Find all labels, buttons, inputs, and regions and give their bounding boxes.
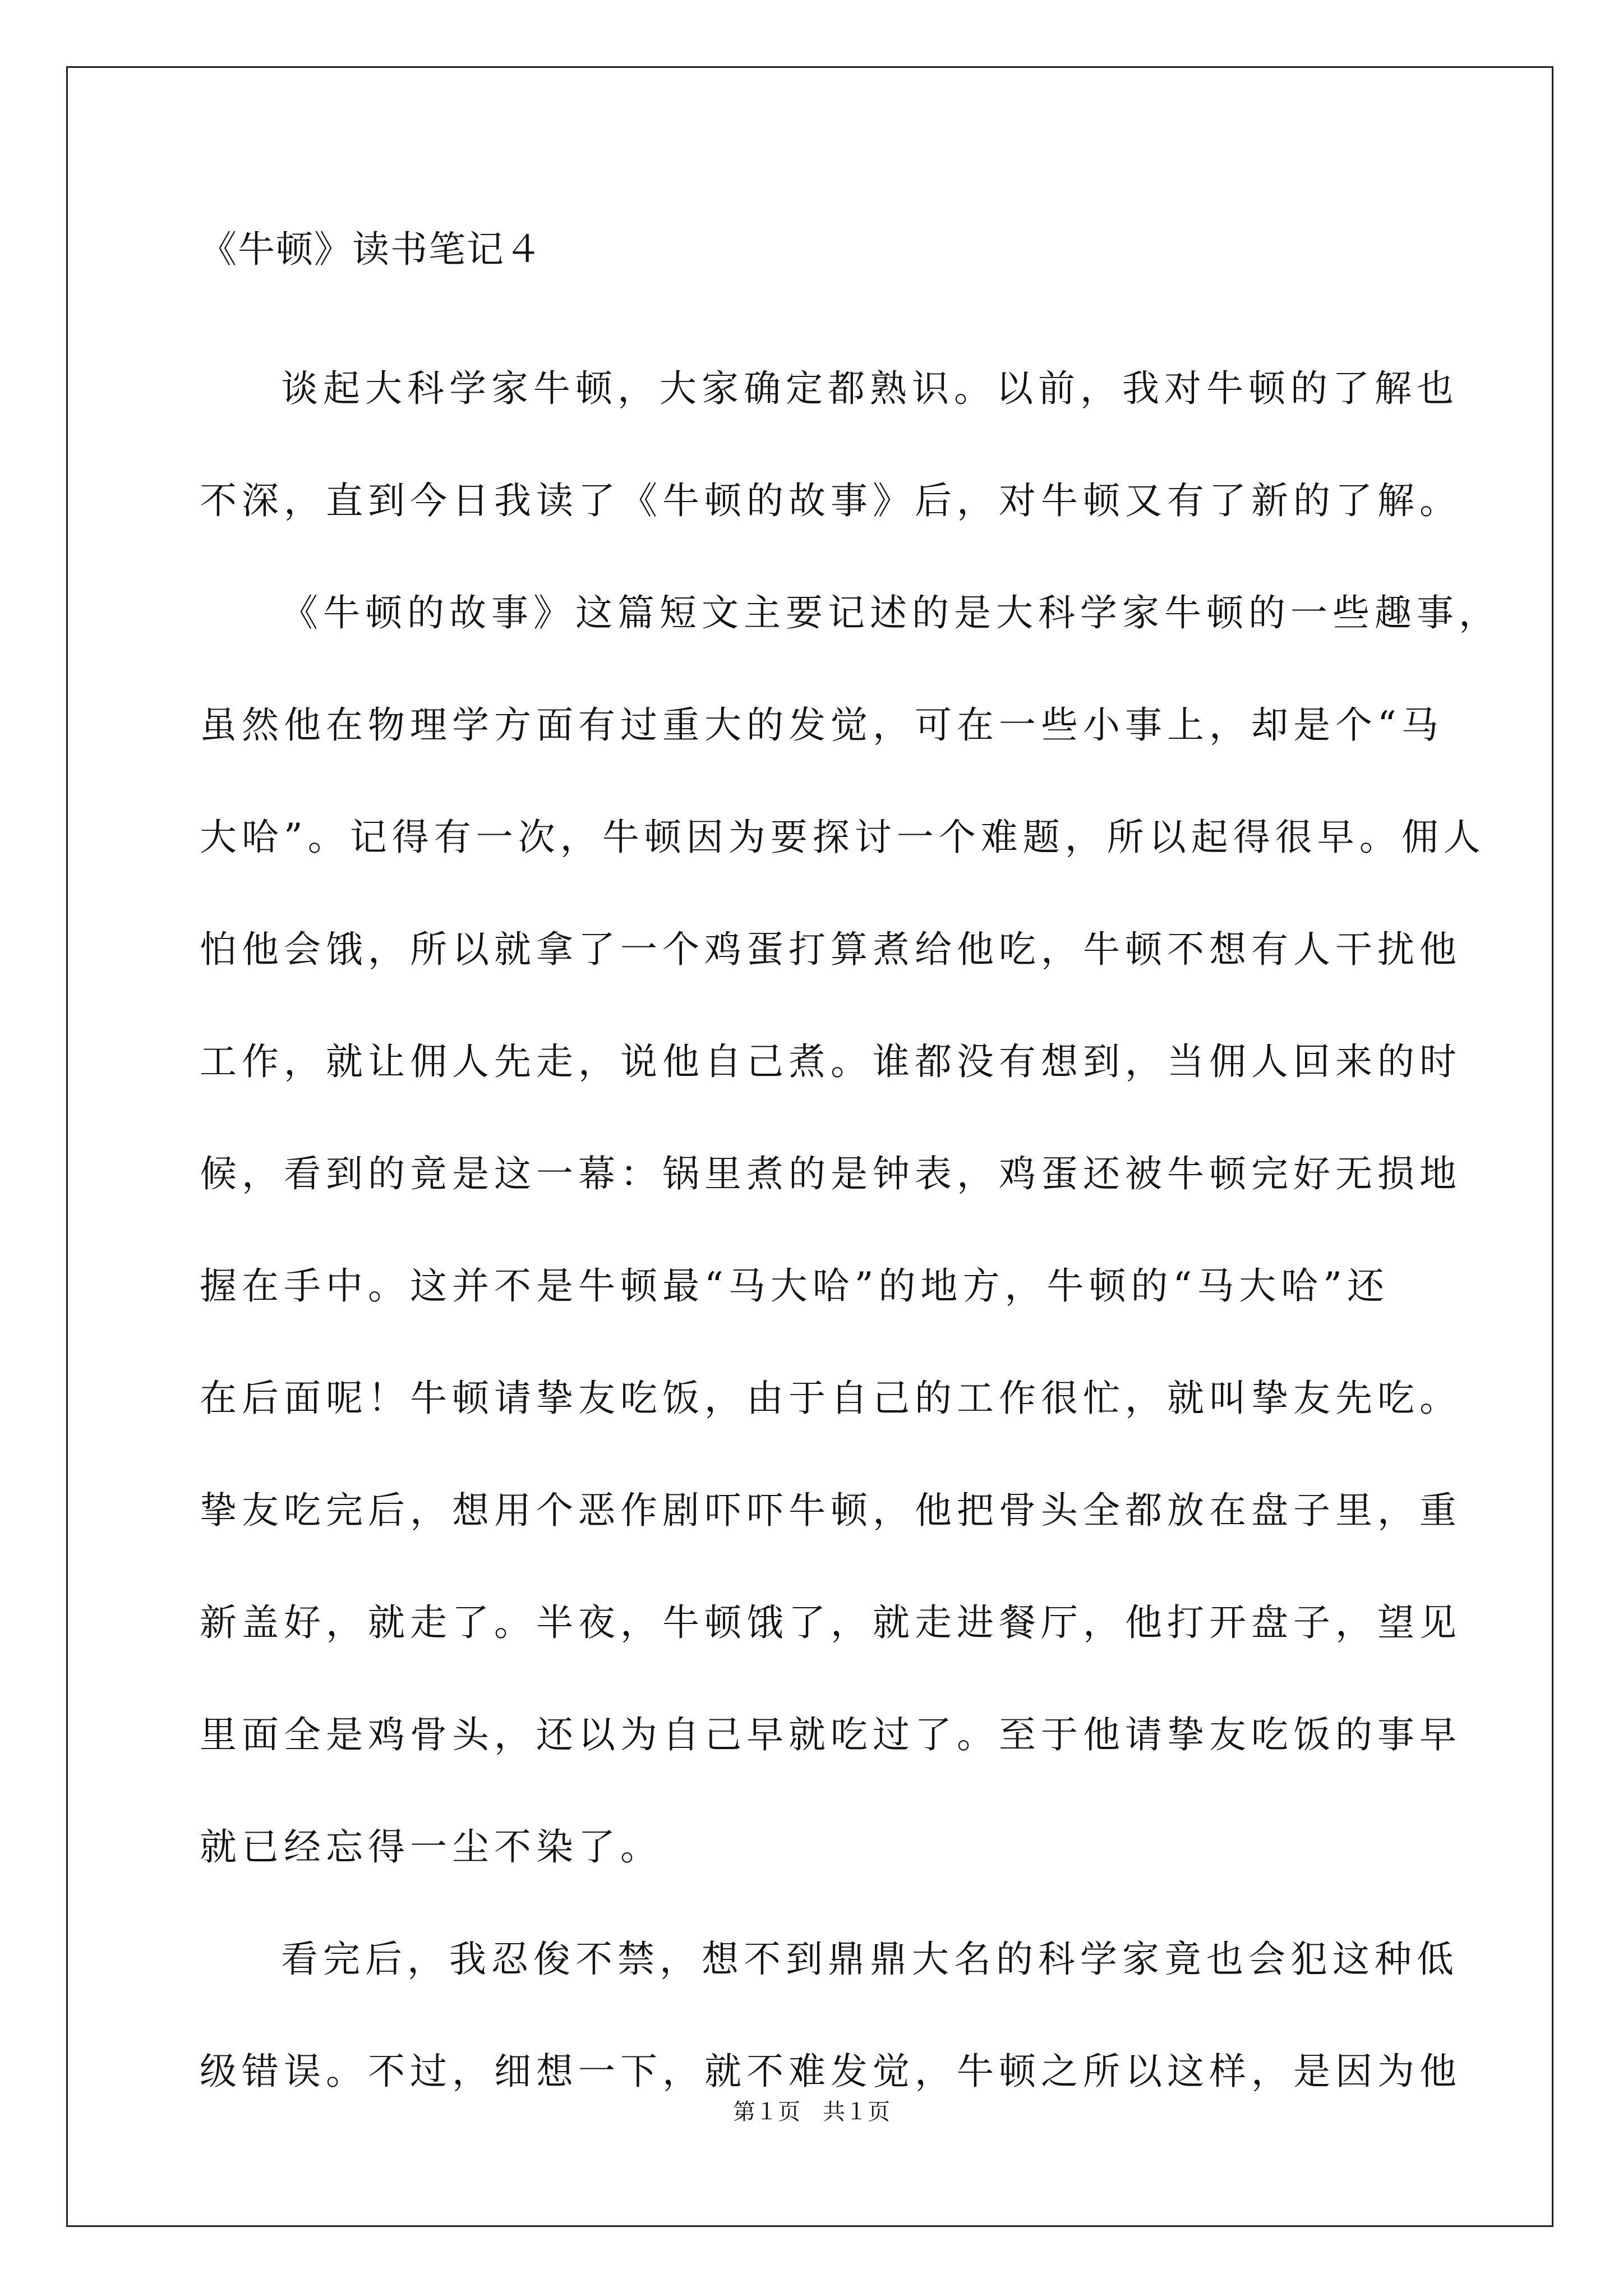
paragraph-2-line-10: 新盖好，就走了。半夜，牛顿饿了，就走进餐厅，他打开盘子，望见 [200,1601,1461,1644]
paragraph-3-line-2: 级错误。不过，细想一下，就不难发觉，牛顿之所以这样，是因为他 [200,2050,1461,2093]
paragraph-2-line-8: 在后面呢！牛顿请挚友吃饭，由于自己的工作很忙，就叫挚友先吃。 [200,1377,1461,1420]
paragraph-3-line-1: 看完后，我忍俊不禁，想不到鼎鼎大名的科学家竟也会犯这种低 [281,1938,1459,1981]
paragraph-2-line-7: 握在手中。这并不是牛顿最“马大哈”的地方，牛顿的“马大哈”还 [200,1264,1389,1308]
paragraph-2-line-4: 怕他会饿，所以就拿了一个鸡蛋打算煮给他吃，牛顿不想有人干扰他 [200,928,1461,971]
page-number-footer: 第１页 共１页 [733,2099,890,2125]
paragraph-1-line-1: 谈起大科学家牛顿，大家确定都熟识。以前，我对牛顿的了解也 [281,367,1459,410]
paragraph-2-line-3: 大哈”。记得有一次，牛顿因为要探讨一个难题，所以起得很早。佣人 [200,816,1486,859]
paragraph-2-line-11: 里面全是鸡骨头，还以为自己早就吃过了。至于他请挚友吃饭的事早 [200,1713,1461,1756]
paragraph-1-line-2: 不深，直到今日我读了《牛顿的故事》后，对牛顿又有了新的了解。 [200,479,1461,522]
paragraph-2-line-2: 虽然他在物理学方面有过重大的发觉，可在一些小事上，却是个“马 [200,703,1444,747]
document-body [200,333,1501,2128]
paragraph-2-line-6: 候，看到的竟是这一幕：锅里煮的是钟表，鸡蛋还被牛顿完好无损地 [200,1152,1461,1195]
paragraph-2-line-12: 就已经忘得一尘不染了。 [200,1825,662,1869]
paragraph-2-line-5: 工作，就让佣人先走，说他自己煮。谁都没有想到，当佣人回来的时 [200,1040,1461,1083]
paragraph-2-line-9: 挚友吃完后，想用个恶作剧吓吓牛顿，他把骨头全都放在盘子里，重 [200,1489,1461,1532]
document-title: 《牛顿》读书笔记４ [200,228,543,271]
paragraph-2-line-1: 《牛顿的故事》这篇短文主要记述的是大科学家牛顿的一些趣事， [281,591,1501,634]
